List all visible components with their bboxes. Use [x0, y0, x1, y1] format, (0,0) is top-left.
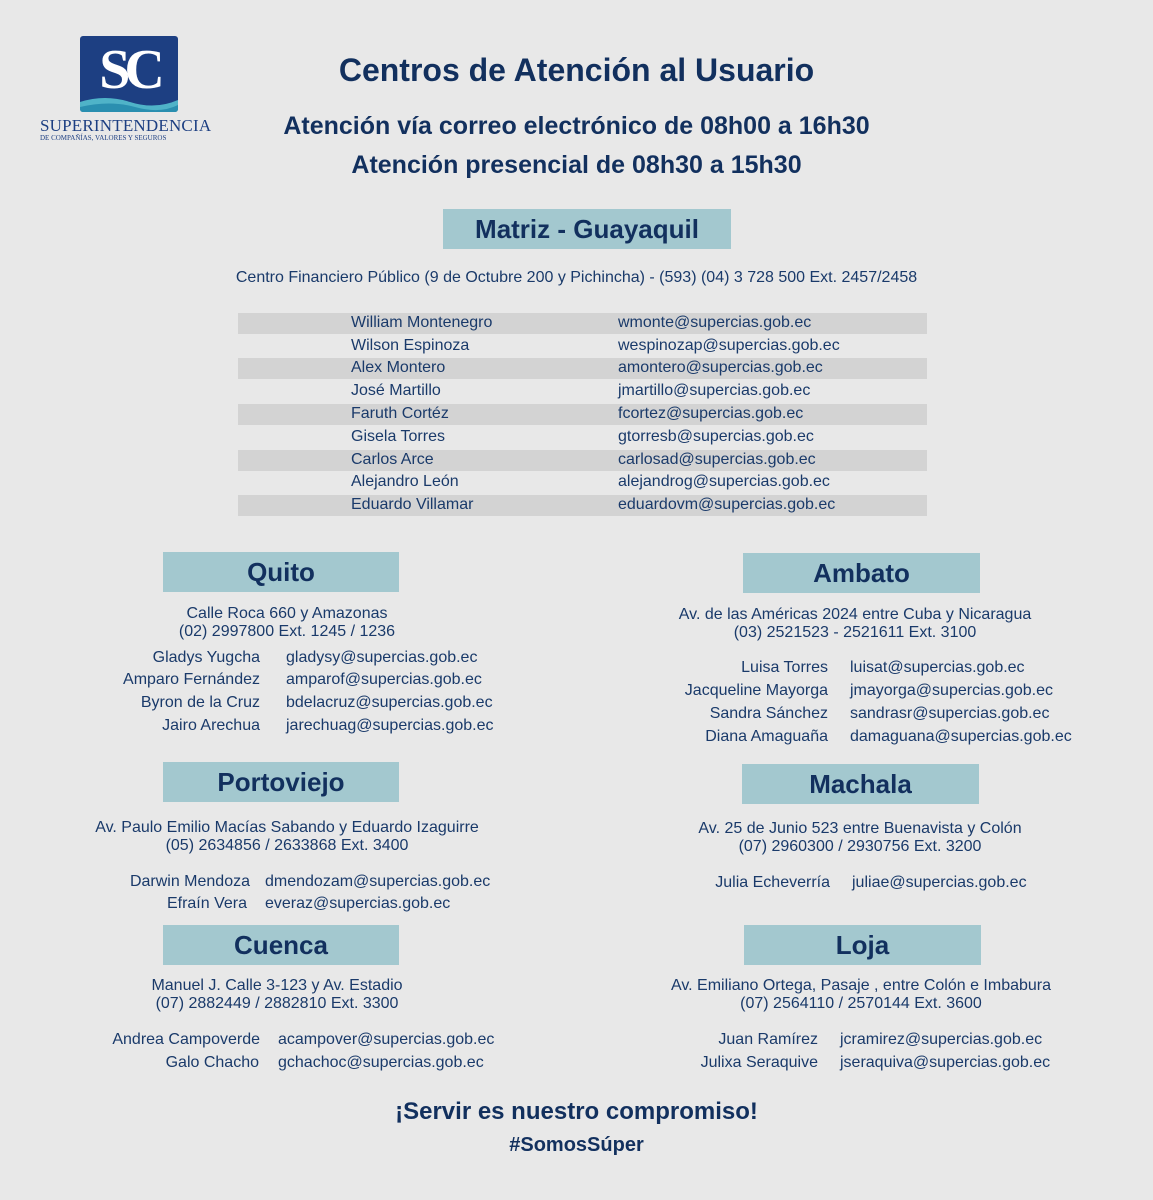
table-stripe [238, 450, 927, 471]
contact-name: Faruth Cortéz [351, 405, 449, 422]
section-title-matriz: Matriz - Guayaquil [443, 209, 731, 249]
cuenca-address: Manuel J. Calle 3-123 y Av. Estadio [151, 977, 403, 994]
contact-name: Juan Ramírez [718, 1031, 818, 1048]
cuenca-phone: (07) 2882449 / 2882810 Ext. 3300 [155, 995, 399, 1012]
page-title: Centros de Atención al Usuario [338, 52, 815, 88]
contact-name: Julixa Seraquive [700, 1054, 818, 1071]
contact-email[interactable]: gchachoc@supercias.gob.ec [278, 1054, 484, 1071]
contact-name: Carlos Arce [351, 451, 434, 468]
section-title-cuenca: Cuenca [163, 925, 399, 965]
contact-email[interactable]: wespinozap@supercias.gob.ec [618, 337, 840, 354]
contact-name: Sandra Sánchez [709, 705, 828, 722]
contact-name: Jacqueline Mayorga [684, 682, 828, 699]
loja-address: Av. Emiliano Ortega, Pasaje , entre Colón e Imbabura [670, 977, 1052, 994]
contact-name: Diana Amaguaña [705, 728, 828, 745]
section-title-ambato: Ambato [743, 553, 980, 593]
section-title-quito: Quito [163, 552, 399, 592]
section-title-loja: Loja [744, 925, 981, 965]
contact-email[interactable]: amparof@supercias.gob.ec [286, 671, 482, 688]
contact-name: Luisa Torres [741, 659, 828, 676]
contact-email[interactable]: amontero@supercias.gob.ec [618, 359, 823, 376]
contact-email[interactable]: alejandrog@supercias.gob.ec [618, 473, 830, 490]
contact-name: José Martillo [351, 382, 441, 399]
quito-address: Calle Roca 660 y Amazonas [186, 605, 388, 622]
contact-email[interactable]: jseraquiva@supercias.gob.ec [840, 1054, 1051, 1071]
quito-phone: (02) 2997800 Ext. 1245 / 1236 [178, 623, 396, 640]
section-title-machala: Machala [742, 764, 979, 804]
contact-email[interactable]: jmartillo@supercias.gob.ec [618, 382, 811, 399]
contact-name: Andrea Campoverde [112, 1031, 260, 1048]
contact-email[interactable]: gladysy@supercias.gob.ec [286, 649, 478, 666]
contact-email[interactable]: fcortez@supercias.gob.ec [618, 405, 804, 422]
contact-email[interactable]: damaguana@supercias.gob.ec [850, 728, 1072, 745]
machala-address: Av. 25 de Junio 523 entre Buenavista y Colón [698, 820, 1022, 837]
wave-icon [80, 94, 178, 112]
portoviejo-address: Av. Paulo Emilio Macías Sabando y Eduardo Izaguirre [95, 819, 479, 836]
contact-email[interactable]: luisat@supercias.gob.ec [850, 659, 1025, 676]
table-stripe [238, 358, 927, 379]
contact-email[interactable]: juliae@supercias.gob.ec [852, 874, 1027, 891]
contact-name: Byron de la Cruz [140, 694, 260, 711]
contact-name: Amparo Fernández [123, 671, 260, 688]
contact-email[interactable]: jarechuag@supercias.gob.ec [286, 717, 494, 734]
contact-email[interactable]: acampover@supercias.gob.ec [278, 1031, 495, 1048]
contact-name: Alejandro León [351, 473, 459, 490]
contact-name: Gisela Torres [351, 428, 445, 445]
contact-name: Gladys Yugcha [152, 649, 260, 666]
contact-name: Eduardo Villamar [351, 496, 474, 513]
footer-hashtag: #SomosSúper [509, 1134, 644, 1156]
contact-name: Julia Echeverría [715, 874, 830, 891]
contact-email[interactable]: carlosad@supercias.gob.ec [618, 451, 816, 468]
contact-email[interactable]: jcramirez@supercias.gob.ec [840, 1031, 1043, 1048]
contact-email[interactable]: jmayorga@supercias.gob.ec [850, 682, 1054, 699]
presential-hours: Atención presencial de 08h30 a 15h30 [351, 151, 802, 179]
contact-email[interactable]: dmendozam@supercias.gob.ec [265, 873, 491, 890]
contact-name: Alex Montero [351, 359, 446, 376]
logo-initials: SC [99, 39, 159, 101]
contact-email[interactable]: sandrasr@supercias.gob.ec [850, 705, 1050, 722]
logo-name: SUPERINTENDENCIA [40, 116, 212, 135]
contact-name: Jairo Arechua [162, 717, 260, 734]
contact-email[interactable]: gtorresb@supercias.gob.ec [618, 428, 814, 445]
table-stripe [238, 404, 927, 425]
section-title-portoviejo: Portoviejo [163, 762, 399, 802]
contact-email[interactable]: eduardovm@supercias.gob.ec [618, 496, 836, 513]
matriz-address: Centro Financiero Público (9 de Octubre 200 y Pichincha) - (593) (04) 3 728 500 Ext. 2457/2458 [235, 269, 918, 286]
contact-email[interactable]: wmonte@supercias.gob.ec [618, 314, 812, 331]
ambato-address: Av. de las Américas 2024 entre Cuba y Nicaragua [678, 606, 1032, 623]
machala-phone: (07) 2960300 / 2930756 Ext. 3200 [738, 838, 982, 855]
contact-name: Darwin Mendoza [129, 873, 250, 890]
table-stripe [238, 313, 927, 334]
contact-name: Wilson Espinoza [351, 337, 470, 354]
loja-phone: (07) 2564110 / 2570144 Ext. 3600 [740, 995, 982, 1012]
logo-subtitle: DE COMPAÑÍAS, VALORES Y SEGUROS [40, 134, 167, 142]
contact-email[interactable]: bdelacruz@supercias.gob.ec [286, 694, 493, 711]
ambato-phone: (03) 2521523 - 2521611 Ext. 3100 [733, 624, 977, 641]
footer-slogan: ¡Servir es nuestro compromiso! [395, 1098, 758, 1125]
contact-name: Efraín Vera [166, 895, 247, 912]
portoviejo-phone: (05) 2634856 / 2633868 Ext. 3400 [165, 837, 409, 854]
contact-name: Galo Chacho [165, 1054, 259, 1071]
email-hours: Atención vía correo electrónico de 08h00 a 16h30 [283, 112, 870, 140]
contact-name: William Montenegro [351, 314, 493, 331]
contact-email[interactable]: everaz@supercias.gob.ec [265, 895, 451, 912]
